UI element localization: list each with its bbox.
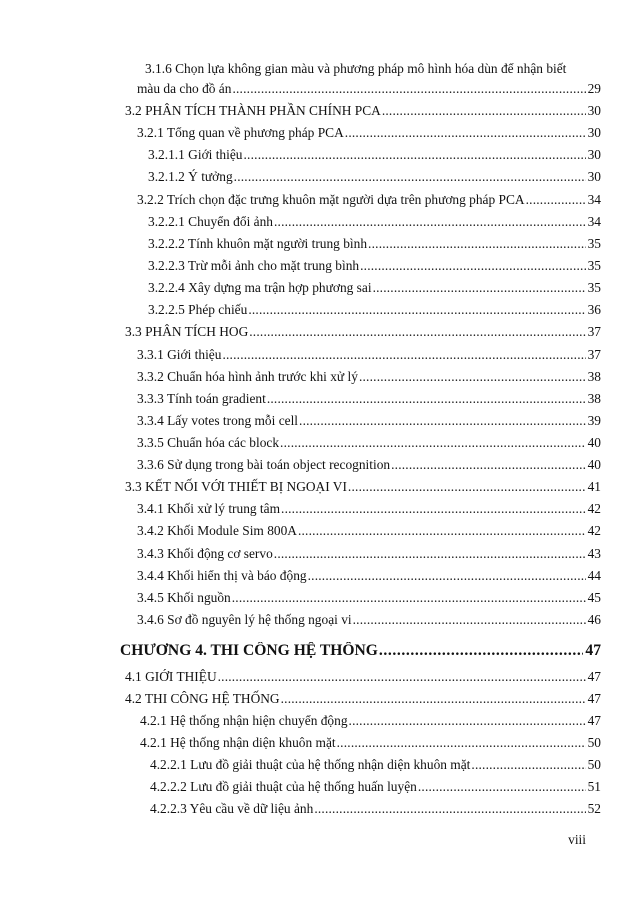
toc-entry[interactable] bbox=[0, 213, 638, 233]
toc-entry-title: màu da cho đồ án bbox=[137, 81, 232, 96]
toc-entry-title: 3.4.6 Sơ đồ nguyên lý hệ thống ngoại vi bbox=[137, 612, 352, 627]
toc-entry-title: 3.3 KẾT NỐI VỚI THIẾT BỊ NGOẠI VI bbox=[125, 479, 347, 494]
dot-leader bbox=[373, 279, 586, 296]
toc-entry-page: 30 bbox=[587, 169, 601, 184]
toc-entry-page: 34 bbox=[587, 192, 601, 207]
toc-entry[interactable] bbox=[0, 478, 638, 498]
dot-leader bbox=[281, 690, 586, 707]
dot-leader bbox=[391, 456, 586, 473]
dot-leader bbox=[267, 390, 586, 407]
toc-entry-page: 37 bbox=[587, 324, 601, 339]
toc-entry-page: 38 bbox=[587, 391, 601, 406]
toc-entry-page: 34 bbox=[587, 214, 601, 229]
dot-leader bbox=[379, 642, 584, 659]
toc-entry[interactable] bbox=[0, 257, 638, 277]
dot-leader bbox=[249, 323, 585, 340]
toc-entry-title: 3.2.2.5 Phép chiếu bbox=[148, 302, 248, 317]
dot-leader bbox=[337, 734, 586, 751]
toc-entry-page: 40 bbox=[587, 435, 601, 450]
toc-entry-page: 47 bbox=[587, 669, 601, 684]
dot-leader bbox=[349, 712, 586, 729]
toc-entry-title: 3.4.1 Khối xử lý trung tâm bbox=[137, 501, 281, 516]
toc-entry-page: 35 bbox=[587, 280, 601, 295]
toc-entry-page: 37 bbox=[587, 347, 601, 362]
toc-entry[interactable] bbox=[0, 168, 638, 188]
toc-entry[interactable] bbox=[0, 102, 638, 122]
toc-entry[interactable] bbox=[0, 124, 638, 144]
toc-entry-title: 3.2.2.2 Tính khuôn mặt người trung bình bbox=[148, 236, 368, 251]
toc-entry-title: 3.3 PHÂN TÍCH HOG bbox=[125, 324, 249, 339]
dot-leader bbox=[348, 478, 586, 495]
toc-entry-title-line1: 3.1.6 Chọn lựa không gian màu và phương pháp mô hình hóa dùn để nhận biết bbox=[145, 61, 567, 76]
toc-entry-title: 4.2.1 Hệ thống nhận diện khuôn mặt bbox=[140, 735, 336, 750]
toc-entry[interactable] bbox=[0, 390, 638, 410]
toc-entry-page: 29 bbox=[587, 81, 601, 96]
toc-entry-title: 3.2.2.1 Chuyển đổi ảnh bbox=[148, 214, 273, 229]
toc-entry-title: 3.2 PHÂN TÍCH THÀNH PHẦN CHÍNH PCA bbox=[125, 103, 381, 118]
toc-entry-page: 35 bbox=[587, 258, 601, 273]
toc-entry-title: 3.3.4 Lấy votes trong mỗi cell bbox=[137, 413, 299, 428]
toc-chapter-entry[interactable] bbox=[0, 642, 638, 662]
toc-entry-title: 3.4.3 Khối động cơ servo bbox=[137, 546, 273, 561]
toc-entry-page: 47 bbox=[587, 713, 601, 728]
dot-leader bbox=[368, 235, 586, 252]
toc-entry-page: 42 bbox=[587, 523, 601, 538]
toc-entry-title: 3.4.2 Khối Module Sim 800A bbox=[137, 523, 297, 538]
toc-entry-page: 30 bbox=[587, 147, 601, 162]
dot-leader bbox=[274, 213, 586, 230]
toc-entry[interactable] bbox=[0, 756, 638, 776]
toc-entry-title: 3.2.2.3 Trừ mỗi ảnh cho mặt trung bình bbox=[148, 258, 360, 273]
toc-entry-title: 3.3.1 Giới thiệu bbox=[137, 347, 222, 362]
page-number: viii bbox=[568, 832, 586, 847]
dot-leader bbox=[248, 301, 585, 318]
toc-entry-page: 52 bbox=[587, 801, 601, 816]
dot-leader bbox=[234, 168, 586, 185]
dot-leader bbox=[244, 146, 586, 163]
toc-entry-title: 4.2.2.2 Lưu đồ giải thuật của hệ thống huấn luyện bbox=[150, 779, 417, 794]
toc-entry-page: 35 bbox=[587, 236, 601, 251]
toc-entry[interactable] bbox=[0, 456, 638, 476]
dot-leader bbox=[308, 567, 586, 584]
dot-leader bbox=[232, 589, 586, 606]
toc-entry[interactable] bbox=[0, 346, 638, 366]
toc-entry[interactable] bbox=[0, 323, 638, 343]
dot-leader bbox=[222, 346, 585, 363]
toc-entry-page: 47 bbox=[585, 642, 601, 659]
dot-leader bbox=[299, 412, 586, 429]
toc-entry[interactable] bbox=[0, 434, 638, 454]
toc-entry-page: 44 bbox=[587, 568, 601, 583]
toc-entry-page: 36 bbox=[587, 302, 601, 317]
dot-leader bbox=[314, 800, 585, 817]
toc-entry[interactable] bbox=[0, 668, 638, 688]
toc-entry-page: 46 bbox=[587, 612, 601, 627]
toc-entry-page: 40 bbox=[587, 457, 601, 472]
toc-entry-page: 51 bbox=[587, 779, 601, 794]
toc-entry[interactable] bbox=[0, 778, 638, 798]
toc-entry-page: 50 bbox=[587, 735, 601, 750]
dot-leader bbox=[345, 124, 586, 141]
dot-leader bbox=[526, 191, 586, 208]
toc-entry-title: 4.2.2.3 Yêu cầu về dữ liệu ảnh bbox=[150, 801, 314, 816]
dot-leader bbox=[280, 434, 586, 451]
toc-entry-title: 3.2.1.1 Giới thiệu bbox=[148, 147, 243, 162]
dot-leader bbox=[218, 668, 586, 685]
toc-entry[interactable] bbox=[0, 800, 638, 820]
toc-entry[interactable] bbox=[0, 301, 638, 321]
toc-entry-title: 4.2 THI CÔNG HỆ THỐNG bbox=[125, 691, 280, 706]
toc-entry-title: 3.3.5 Chuẩn hóa các block bbox=[137, 435, 280, 450]
dot-leader bbox=[298, 522, 586, 539]
toc-entry[interactable] bbox=[0, 146, 638, 166]
toc-entry[interactable] bbox=[0, 412, 638, 432]
dot-leader bbox=[471, 756, 585, 773]
dot-leader bbox=[359, 368, 586, 385]
toc-entry-page: 39 bbox=[587, 413, 601, 428]
toc-entry[interactable] bbox=[0, 522, 638, 542]
toc-entry-page: 41 bbox=[587, 479, 601, 494]
toc-entry-title: 3.3.6 Sử dụng trong bài toán object recognition bbox=[137, 457, 391, 472]
dot-leader bbox=[281, 500, 586, 517]
toc-entry-page: 30 bbox=[587, 103, 601, 118]
toc-entry[interactable] bbox=[0, 712, 638, 732]
toc-entry-page: 38 bbox=[587, 369, 601, 384]
toc-entry-page: 45 bbox=[587, 590, 601, 605]
toc-entry-page: 50 bbox=[587, 757, 601, 772]
toc-entry-title: 3.4.5 Khối nguồn bbox=[137, 590, 231, 605]
toc-entry-title: CHƯƠNG 4. THI CÔNG HỆ THỐNG bbox=[120, 642, 378, 659]
toc-entry[interactable] bbox=[0, 235, 638, 255]
toc-entry[interactable] bbox=[0, 545, 638, 565]
toc-entry-title: 3.3.3 Tính toán gradient bbox=[137, 391, 266, 406]
dot-leader bbox=[232, 80, 585, 97]
toc-entry-title: 3.2.1.2 Ý tưởng bbox=[148, 169, 233, 184]
toc-entry[interactable] bbox=[0, 500, 638, 520]
toc-entry-page: 43 bbox=[587, 546, 601, 561]
toc-entry[interactable] bbox=[0, 279, 638, 299]
toc-entry-title: 3.4.4 Khối hiển thị và báo động bbox=[137, 568, 307, 583]
toc-entry[interactable] bbox=[0, 191, 638, 211]
dot-leader bbox=[360, 257, 586, 274]
toc-entry-page: 47 bbox=[587, 691, 601, 706]
toc-entry[interactable] bbox=[0, 690, 638, 710]
toc-entry-title: 3.2.1 Tổng quan về phương pháp PCA bbox=[137, 125, 344, 140]
toc-entry-title: 4.1 GIỚI THIỆU bbox=[125, 669, 217, 684]
toc-entry[interactable] bbox=[0, 734, 638, 754]
toc-entry[interactable] bbox=[0, 567, 638, 587]
toc-entry[interactable] bbox=[0, 611, 638, 631]
dot-leader bbox=[382, 102, 586, 119]
toc-entry[interactable] bbox=[0, 368, 638, 388]
dot-leader bbox=[353, 611, 586, 628]
toc-entry-title: 4.2.2.1 Lưu đồ giải thuật của hệ thống nhận diện khuôn mặt bbox=[150, 757, 471, 772]
dot-leader bbox=[418, 778, 586, 795]
toc-entry-title: 3.2.2.4 Xây dựng ma trận hợp phương sai bbox=[148, 280, 372, 295]
toc-entry-title: 3.2.2 Trích chọn đặc trưng khuôn mặt người dựa trên phương pháp PCA bbox=[137, 192, 525, 207]
toc-entry[interactable] bbox=[0, 61, 638, 100]
toc-entry-page: 42 bbox=[587, 501, 601, 516]
dot-leader bbox=[274, 545, 586, 562]
toc-entry-title: 3.3.2 Chuẩn hóa hình ảnh trước khi xử lý bbox=[137, 369, 358, 384]
toc-entry[interactable] bbox=[0, 589, 638, 609]
toc-entry-page: 30 bbox=[587, 125, 601, 140]
toc-entry-title: 4.2.1 Hệ thống nhận hiện chuyển động bbox=[140, 713, 348, 728]
